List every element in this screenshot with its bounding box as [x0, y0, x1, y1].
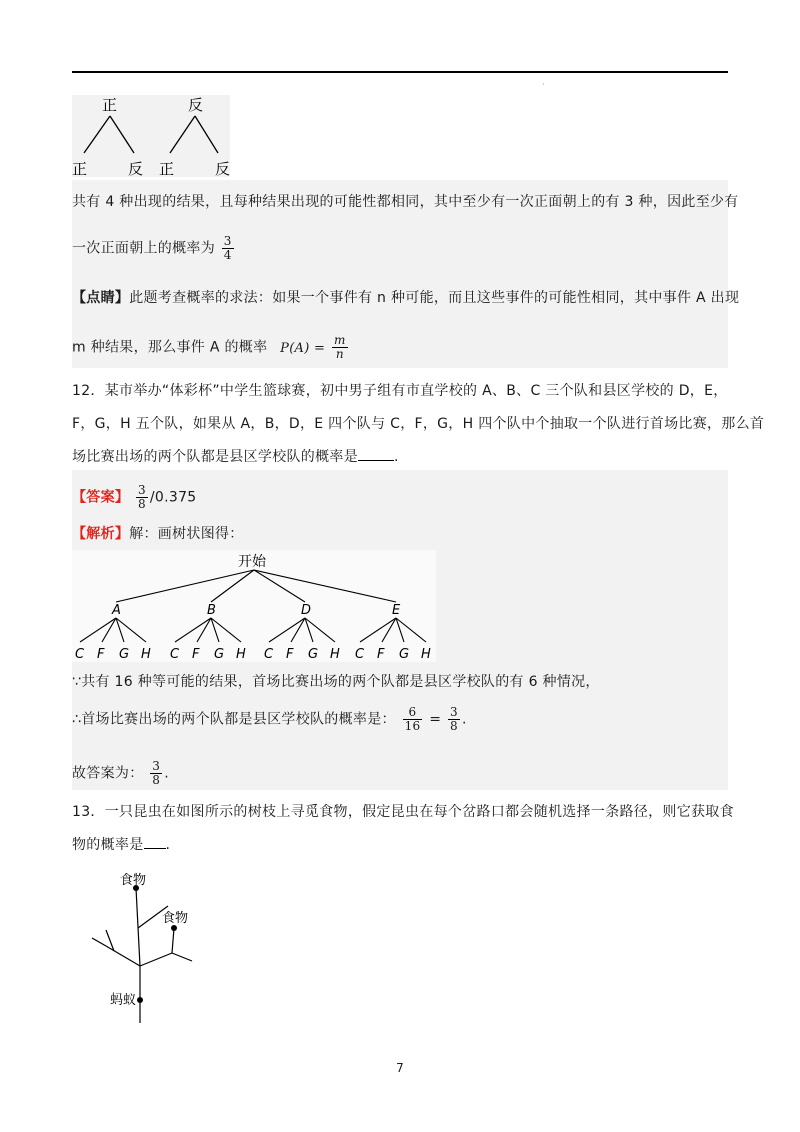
q13-answer-blank — [144, 848, 166, 849]
tree2-edge-root — [254, 570, 396, 602]
ant-label: 蚂蚁 — [110, 993, 137, 1008]
tree2-node-l1-0: A — [112, 603, 121, 618]
tree1-node-l2-2: 正 — [159, 160, 175, 177]
tree2-root: 开始 — [238, 554, 266, 570]
tree2-node-l2-3-3: H — [421, 647, 431, 662]
formula-denominator: n — [335, 347, 344, 361]
fraction-numerator: 3 — [223, 234, 232, 248]
eq2-numerator: 3 — [450, 705, 458, 719]
para1-line1: 共有 4 种出现的结果，且每种结果出现的可能性都相同，其中至少有一次正面朝上的有 3 种，因此至少有 — [72, 194, 739, 210]
ant-dot — [137, 997, 143, 1003]
final-denominator: 8 — [152, 773, 161, 787]
q12-line1: 12．某市举办“体彩杯”中学生篮球赛，初中男子组有市直学校的 A、B、C 三个队和县区学校的 D，E， — [72, 383, 728, 399]
tree2-node-l2-0-0: C — [75, 647, 85, 662]
eq-sign: = — [429, 711, 442, 728]
final-numerator: 3 — [152, 759, 161, 773]
tree2-edge-leaf — [360, 618, 396, 642]
q12-answer-blank — [358, 460, 394, 461]
tree2-node-l1-3: E — [392, 603, 401, 618]
tree2-node-l2-1-2: G — [214, 647, 225, 662]
tree2-edge-leaf — [80, 618, 116, 642]
formula-lhs: P(A) = — [280, 340, 326, 356]
tree1-node-l2-0: 正 — [72, 160, 88, 177]
tree2-node-l2-0-3: H — [141, 647, 151, 662]
analysis-tag: 【解析】 — [72, 526, 130, 542]
header-mark: · — [542, 80, 545, 89]
final-end: . — [164, 765, 169, 782]
tree2-edge-leaf — [197, 618, 211, 642]
eq2-denominator: 8 — [450, 719, 458, 733]
fraction-denominator: 4 — [223, 248, 232, 262]
tree2-edge-root — [254, 570, 305, 602]
tree1-edge — [110, 116, 134, 153]
eq-end: . — [461, 711, 467, 728]
therefore-text: ∴首场比赛出场的两个队都是县区学校队的概率是： — [72, 711, 396, 728]
q12-line3-end: . — [394, 449, 399, 465]
q13-line2-end: . — [165, 837, 171, 853]
team-tree-svg — [72, 550, 436, 662]
tree2-node-l2-0-2: G — [119, 647, 130, 662]
tree2-node-l2-2-0: C — [264, 647, 274, 662]
because-line: ∵共有 16 种等可能的结果，首场比赛出场的两个队都是县区学校队的有 6 种情况， — [72, 674, 600, 690]
note-tag: 【点睛】 — [72, 290, 130, 306]
tree2-node-l2-1-3: H — [236, 647, 246, 662]
q12-line3-text: 场比赛出场的两个队都是县区学校队的概率是 — [72, 449, 358, 465]
tree2-edge-leaf — [102, 618, 116, 642]
eq1-numerator: 6 — [403, 706, 423, 720]
therefore-line — [72, 706, 467, 733]
tree2-node-l2-1-0: C — [170, 647, 180, 662]
tree1-edge — [170, 116, 195, 153]
answer-denominator: 8 — [137, 497, 146, 511]
branch-figure — [76, 868, 226, 1028]
coin-tree-figure — [72, 95, 230, 177]
note-text1: 此题考查概率的求法：如果一个事件有 n 种可能，而且这些事件的可能性相同，其中事件 A 出现 — [129, 290, 740, 306]
food-mid-label: 食物 — [162, 911, 189, 926]
formula-numerator: m — [334, 333, 346, 347]
coin-tree-svg — [72, 95, 230, 177]
header-rule — [72, 71, 728, 73]
tree2-node-l2-3-0: C — [355, 647, 365, 662]
tree2-node-l2-2-3: H — [330, 647, 340, 662]
branch-food-stem — [172, 928, 174, 953]
food-top-label: 食物 — [120, 873, 147, 888]
branch-lower-right — [140, 953, 172, 966]
para1-line2 — [72, 235, 236, 262]
tree2-node-l2-3-2: G — [399, 647, 410, 662]
tree2-node-l2-0-1: F — [97, 647, 105, 662]
tree1-node-l1-0: 正 — [102, 96, 118, 114]
tree1-node-l1-1: 反 — [188, 96, 204, 114]
tree1-node-l2-1: 反 — [128, 160, 144, 177]
note-line1 — [72, 288, 739, 308]
tree2-node-l2-1-1: F — [192, 647, 200, 662]
final-fraction — [150, 760, 162, 787]
para1-line2-text: 一次正面朝上的概率为 — [72, 240, 215, 257]
tree2-node-l1-1: B — [207, 603, 216, 618]
note-line2 — [72, 334, 350, 361]
answer-tag: 【答案】 — [72, 489, 130, 506]
analysis-text: 解：画树状图得： — [129, 526, 244, 542]
eq-fraction-2 — [448, 706, 460, 733]
tree2-edge-leaf — [175, 618, 211, 642]
tree2-edge-leaf — [291, 618, 305, 642]
final-answer-line — [72, 760, 169, 787]
tree2-edge-leaf — [382, 618, 396, 642]
branch-right-twig — [172, 953, 192, 961]
page-number: 7 — [396, 1061, 404, 1075]
tree2-edge-leaf — [269, 618, 305, 642]
branch-left-tip — [92, 938, 106, 946]
branch-svg — [76, 868, 226, 1028]
answer-fraction — [136, 484, 148, 511]
formula-fraction — [332, 334, 348, 361]
q12-line2: F，G，H 五个队，如果从 A，B，D，E 四个队与 C，F，G，H 四个队中个抽取一个队进行首场比赛，那么首 — [72, 416, 765, 432]
fraction-three-quarters — [222, 235, 234, 262]
tree2-node-l2-2-2: G — [308, 647, 319, 662]
eq-fraction-1 — [403, 706, 423, 733]
q13-line1: 13．一只昆虫在如图所示的树枝上寻觅食物，假定昆虫在每个岔路口都会随机选择一条路径，则它获取食 — [72, 804, 734, 820]
note-text2: m 种结果，那么事件 A 的概率 — [72, 339, 268, 356]
final-prefix: 故答案为： — [72, 765, 144, 782]
q12-line3 — [72, 447, 399, 467]
q13-line2-text: 物的概率是 — [72, 837, 144, 853]
tree1-edge — [195, 116, 218, 153]
analysis-line — [72, 524, 244, 544]
eq1-denominator: 16 — [404, 719, 421, 733]
tree1-node-l2-3: 反 — [215, 160, 230, 177]
answer-line — [72, 484, 197, 511]
answer-decimal: /0.375 — [149, 489, 197, 506]
team-tree-figure — [72, 550, 436, 662]
tree2-node-l2-3-1: F — [377, 647, 385, 662]
tree2-node-l1-2: D — [301, 603, 312, 618]
q13-line2 — [72, 835, 170, 855]
branch-left — [106, 946, 140, 966]
tree2-node-l2-2-1: F — [286, 647, 294, 662]
tree1-edge — [84, 116, 110, 153]
answer-numerator: 3 — [137, 483, 146, 497]
